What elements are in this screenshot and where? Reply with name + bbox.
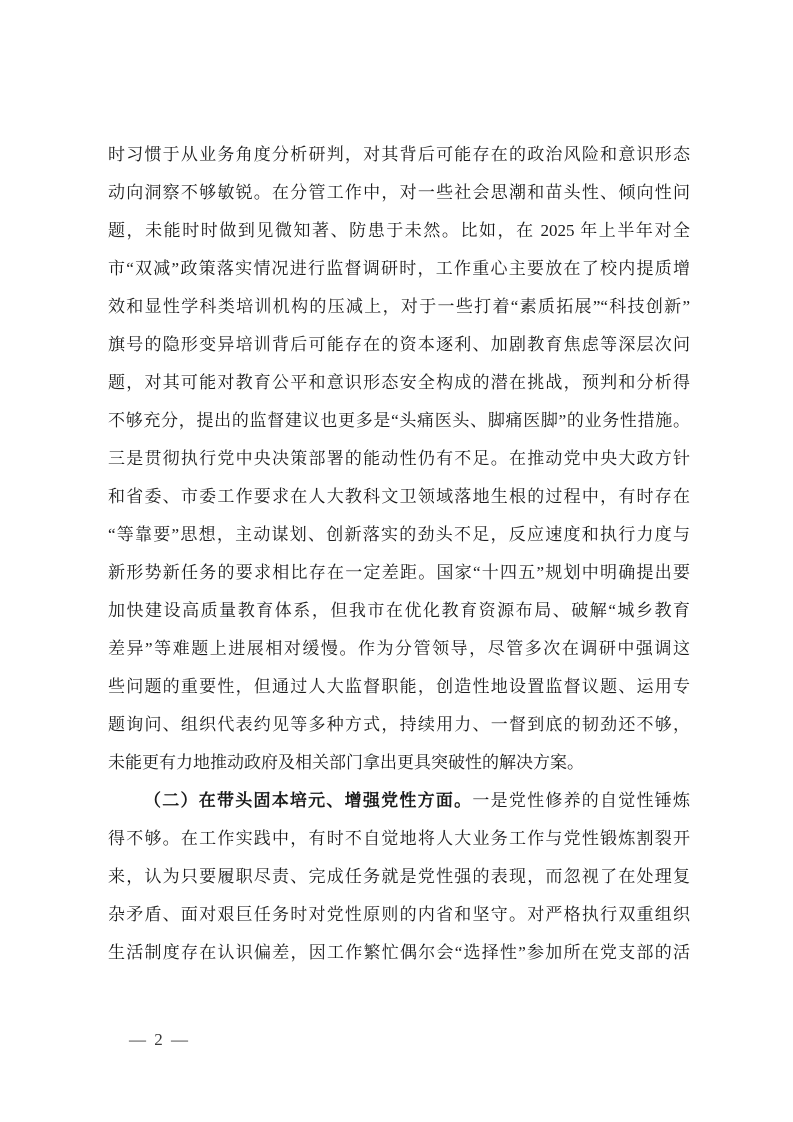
text-line: 题询问、组织代表约见等多种方式，持续用力、一督到底的韧劲还不够，	[108, 715, 690, 734]
text-line: 题，对其可能对教育公平和意识形态安全构成的潜在挑战，预判和分析得	[108, 373, 690, 392]
text-line: “等靠要”思想，主动谋划、创新落实的劲头不足，反应速度和执行力度与	[108, 525, 690, 544]
text-line: 差异”等难题上进展相对缓慢。作为分管领导，尽管多次在调研中强调这	[108, 639, 690, 658]
text-line: 加快建设高质量教育体系，但我市在优化教育资源布局、破解“城乡教育	[108, 601, 690, 620]
text-line: 动向洞察不够敏锐。在分管工作中，对一些社会思潮和苗头性、倾向性问	[108, 183, 690, 202]
text-line: 来，认为只要履职尽责、完成任务就是党性强的表现，而忽视了在处理复	[108, 867, 690, 886]
text-line: 得不够。在工作实践中，有时不自觉地将人大业务工作与党性锻炼割裂开	[108, 829, 690, 848]
text-line: 效和显性学科类培训机构的压减上，对于一些打着“素质拓展”“科技创新”	[108, 297, 690, 316]
text-line: 三是贯彻执行党中央决策部署的能动性仍有不足。在推动党中央大政方针	[108, 449, 690, 468]
text-line: 生活制度存在认识偏差，因工作繁忙偶尔会“选择性”参加所在党支部的活	[108, 943, 690, 962]
text-line: 不够充分，提出的监督建议也更多是“头痛医头、脚痛医脚”的业务性措施。	[108, 411, 690, 430]
text-line: 些问题的重要性，但通过人大监督职能，创造性地设置监督议题、运用专	[108, 677, 690, 696]
text-line	[108, 782, 690, 820]
section-heading: （二）在带头固本培元、增强党性方面。	[144, 791, 473, 810]
text-line: 新形势新任务的要求相比存在一定差距。国家“十四五”规划中明确提出要	[108, 563, 690, 582]
page-number: — 2 —	[129, 1030, 190, 1049]
text-line: 和省委、市委工作要求在人大教科文卫领域落地生根的过程中，有时存在	[108, 487, 690, 506]
text-line: 时习惯于从业务角度分析研判，对其背后可能存在的政治风险和意识形态	[108, 145, 690, 164]
body-text	[108, 136, 690, 972]
text-line: 杂矛盾、面对艰巨任务时对党性原则的内省和坚守。对严格执行双重组织	[108, 905, 690, 924]
text-line: 市“双减”政策落实情况进行监督调研时，工作重心主要放在了校内提质增	[108, 259, 690, 278]
text-line: 旗号的隐形变异培训背后可能存在的资本逐利、加剧教育焦虑等深层次问	[108, 335, 690, 354]
text-line: 题，未能时时做到见微知著、防患于未然。比如，在 2025 年上半年对全	[108, 221, 690, 240]
text-run: 一是党性修养的自觉性锤炼	[472, 791, 691, 810]
text-line: 未能更有力地推动政府及相关部门拿出更具突破性的解决方案。	[108, 753, 584, 772]
